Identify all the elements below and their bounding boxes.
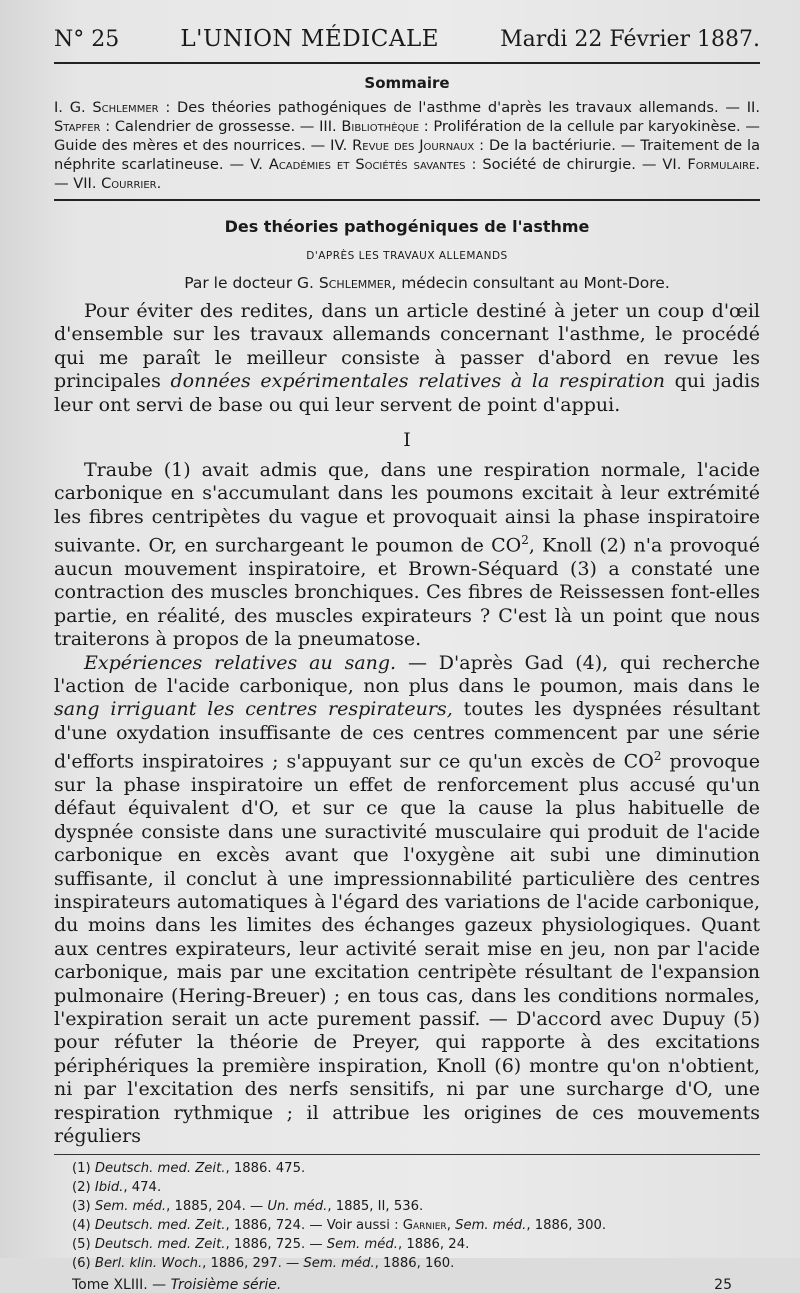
page-number: N° 25 [54,27,120,52]
footer-page-number: 25 [714,1277,732,1293]
page-header [54,26,760,60]
footnote: (5) Deutsch. med. Zeit., 1886, 725. — Sem. méd., 1886, 24. [72,1237,470,1253]
journal-title: L'UNION MÉDICALE [180,26,440,52]
blood-experiments-paragraph: Expériences relatives au sang. — D'après Gad (4), qui recherche l'action de l'acide carbonique, non plus dans le poumon, mais dans le sang irriguant les centres respirateurs, toutes les dyspnées résultant d'une oxydation insuffisante de ces centres commencent par une série d'efforts inspiratoires ; s'appuyant sur ce qu'un excès de $CO^2$ provoque sur la phase inspiratoire un effet de renforcement plus accusé qu'un défaut équivalent d'O, et sur ce que la cause la plus habituelle de dyspnée consiste dans une suractivité musculaire qui produit de l'acide carbonique en excès avant que l'oxygène ait subi une diminution suffisante, il conclut à une impressionnabilité particulière des centres inspirateurs automatiques à l'égard des variations de l'acide carbonique, du moins dans les limites des échanges gazeux physiologiques. Quant aux centres expirateurs, leur activité serait mise en jeu, non par l'acide carbonique, mais par une excitation centripète résultant de l'expansion pulmonaire (Hering-Breuer) ; en tous cas, dans les conditions normales, l'expiration serait un acte purement passif. — D'accord avec Dupuy (5) pour réfuter la théorie de Preyer, qui rapporte à des excitations périphériques la première inspiration, Knoll (6) montre qu'on n'obtient, ni par l'excitation des nerfs sensitifs, ni par une surcharge d'O, une respiration rythmique ; il attribue les origines de ces mouvements réguliers [54,651,761,1148]
intro-paragraph: Pour éviter des redites, dans un article destiné à jeter un coup d'œil d'ensemble sur les travaux allemands concernant l'asthme, le procédé qui me paraît le meilleur consiste à passer d'abord en revue les principales données expérimentales relatives à la respiration qui jadis leur ont servi de base ou qui leur servent de point d'appui. [54,300,760,416]
page-footer [54,1277,760,1293]
footnote-rule [54,1154,760,1155]
volume-info: Tome XLIII. — Troisième série. [72,1277,282,1293]
issue-date: Mardi 22 Février 1887. [500,27,760,52]
summary-title: Sommaire [364,74,450,92]
footnotes [54,1159,760,1273]
article-title: Des théories pathogéniques de l'asthme [224,217,590,236]
article-subtitle: D'APRÈS LES TRAVAUX ALLEMANDS [306,250,508,262]
footnote: (6) Berl. klin. Woch., 1886, 297. — Sem. méd., 1886, 160. [72,1256,455,1272]
footnote: (1) Deutsch. med. Zeit., 1886. 475. [72,1161,306,1177]
footnote: (3) Sem. méd., 1885, 204. — Un. méd., 1885, II, 536. [72,1199,424,1215]
header-rule [54,62,760,64]
traube-paragraph: Traube (1) avait admis que, dans une respiration normale, l'acide carbonique en s'accumulant dans les poumons excitait à leur extrémité les fibres centripètes du vague et provoquait ainsi la phase inspiratoire suivante. Or, en surchargeant le poumon de $CO^2$, Knoll (2) n'a provoqué aucun mouvement inspiratoire, et Brown-Séquard (3) a constaté une contraction des muscles bronchiques. Ces fibres de Reissessen font-elles partie, en réalité, des muscles expirateurs ? C'est là un point que nous traiterons à propos de la pneumatose. [54,459,760,651]
summary-rule [54,199,760,201]
article-byline: Par le docteur G. Schlemmer, médecin consultant au Mont-Dore. [184,274,670,292]
footnote: (4) Deutsch. med. Zeit., 1886, 724. — Voir aussi : Garnier, Sem. méd., 1886, 300. [72,1218,607,1234]
section-number: I [403,429,411,452]
footnote: (2) Ibid., 474. [72,1180,162,1196]
summary-text: I. G. Schlemmer : Des théories pathogéniques de l'asthme d'après les travaux allemands. — II. Stapfer : Calendrier de grossesse. — III. Bibliothèque : Prolifération de la cellule par karyokinèse. — Guide des mères et des nourrices. — IV. Revue des Journaux : De la bactériurie. — Traitement de la néphrite scarlatineuse. — V. Académies et Sociétés savantes : Société de chirurgie. — VI. Formulaire. — VII. Courrier. [54,99,761,192]
